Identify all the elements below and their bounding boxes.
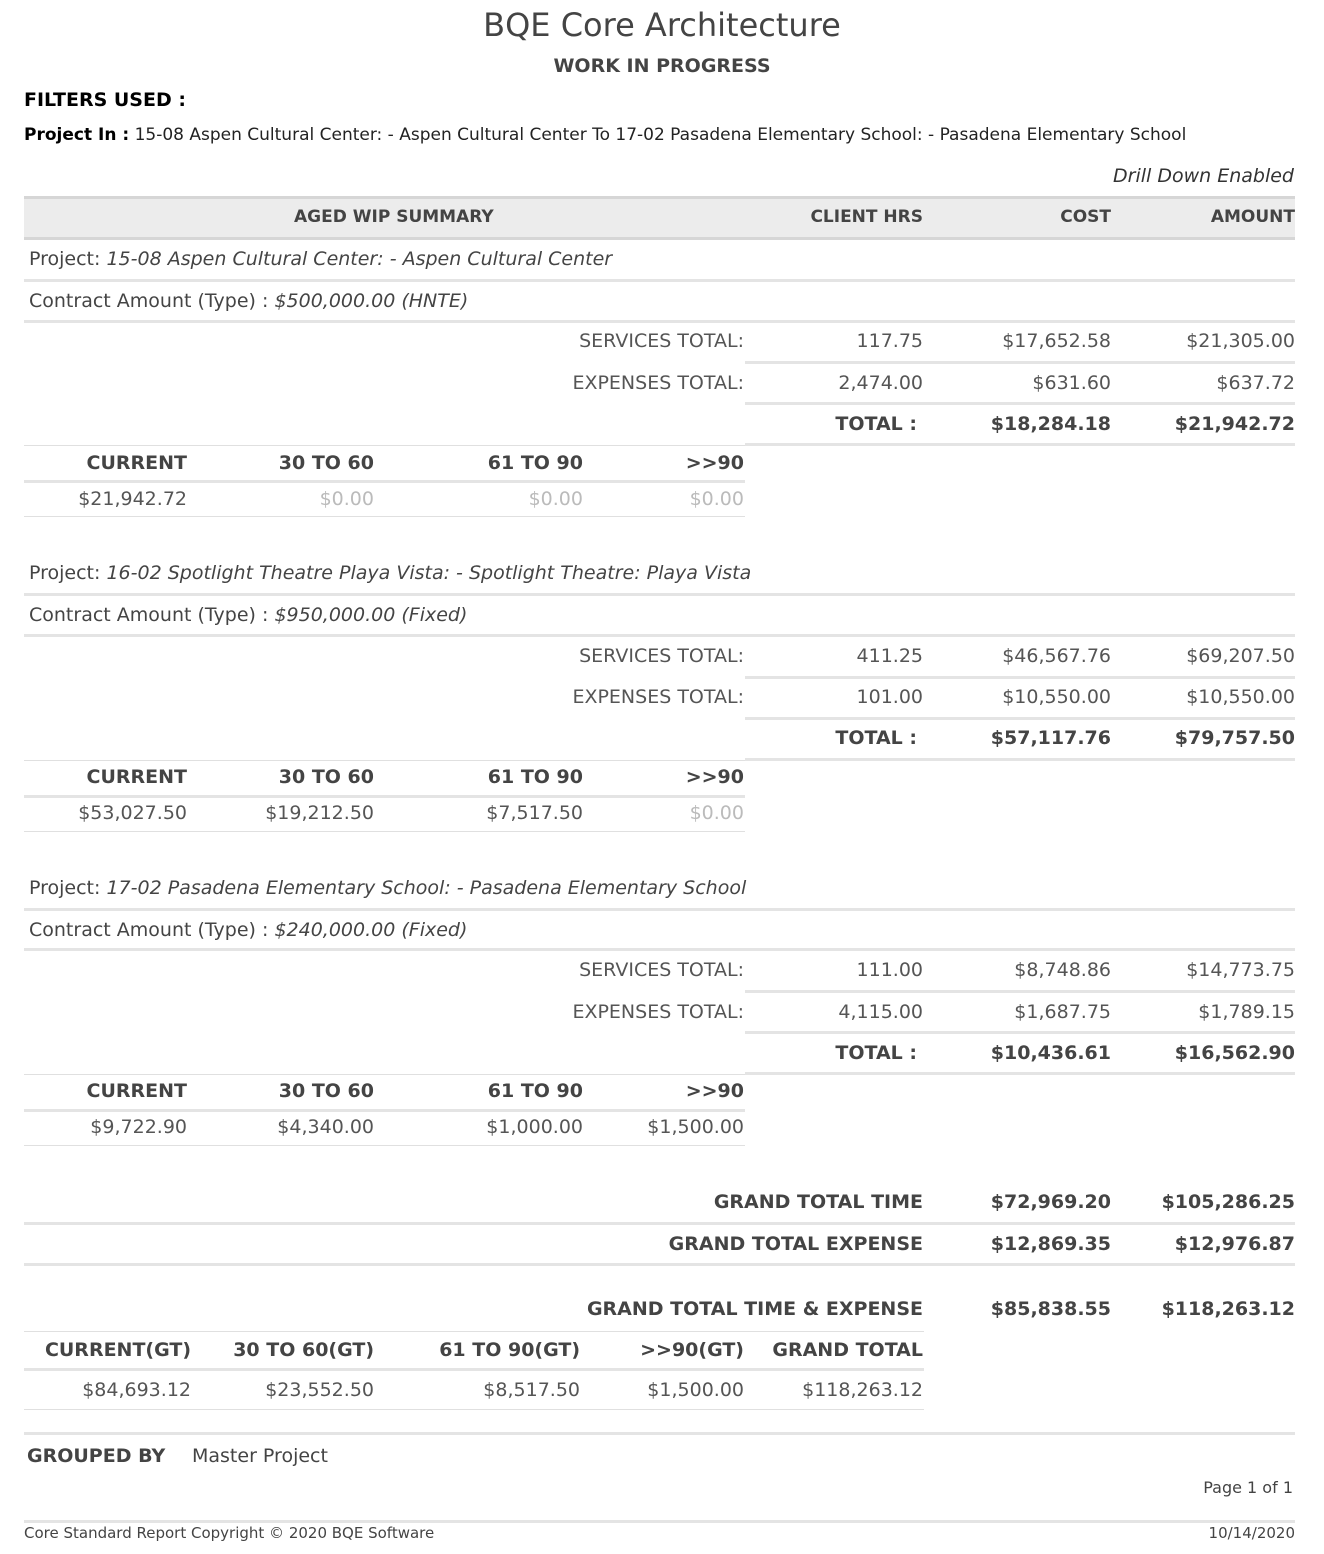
contract-value: $240,000.00 (Fixed): [274, 919, 468, 941]
services-hrs[interactable]: 411.25: [856, 645, 923, 667]
aging-over-90[interactable]: $1,500.00: [647, 1116, 744, 1138]
gt-current: $84,693.12: [82, 1379, 191, 1401]
services-amount[interactable]: $21,305.00: [1186, 330, 1295, 352]
gt-over-90: $1,500.00: [647, 1379, 744, 1401]
header-client-hrs: CLIENT HRS: [810, 207, 923, 227]
project-label: Project:: [29, 562, 101, 584]
aging-header-current: CURRENT: [86, 766, 187, 788]
gt-header-30-60: 30 TO 60(GT): [233, 1339, 374, 1361]
project-name: 16-02 Spotlight Theatre Playa Vista: - Spotlight Theatre: Playa Vista: [106, 562, 752, 584]
aging-header-61-90: 61 TO 90: [487, 1080, 583, 1102]
expenses-total-label: EXPENSES TOTAL:: [572, 686, 744, 708]
total-label: TOTAL :: [835, 1042, 917, 1064]
divider: [24, 760, 745, 761]
aging-header-current: CURRENT: [86, 452, 187, 474]
total-cost: $18,284.18: [990, 413, 1111, 435]
aging-61-90: $0.00: [528, 488, 583, 510]
divider: [745, 402, 1295, 405]
total-cost: $57,117.76: [990, 727, 1111, 749]
grand-total-te-amount: $118,263.12: [1161, 1298, 1295, 1320]
company-name: BQE Core Architecture: [483, 6, 841, 44]
divider: [24, 593, 1295, 596]
divider: [745, 758, 1295, 761]
filters-label: FILTERS USED :: [24, 89, 186, 111]
filter-line: [24, 125, 1186, 145]
services-total-label: SERVICES TOTAL:: [579, 959, 744, 981]
divider: [745, 990, 1295, 993]
aging-over-90: $0.00: [689, 802, 744, 824]
expenses-amount[interactable]: $637.72: [1216, 372, 1295, 394]
services-total-label: SERVICES TOTAL:: [579, 645, 744, 667]
expenses-cost[interactable]: $1,687.75: [1014, 1001, 1111, 1023]
total-label: TOTAL :: [835, 727, 917, 749]
divider: [24, 1263, 1295, 1266]
aging-current[interactable]: $21,942.72: [78, 488, 187, 510]
divider: [24, 480, 745, 483]
divider: [24, 1145, 745, 1146]
divider: [24, 948, 1295, 951]
project-row[interactable]: [29, 562, 751, 584]
aging-header-over-90: >>90: [685, 766, 744, 788]
divider: [24, 908, 1295, 911]
expenses-total-label: EXPENSES TOTAL:: [572, 372, 744, 394]
project-row[interactable]: [29, 248, 612, 270]
aging-current[interactable]: $9,722.90: [90, 1116, 187, 1138]
contract-value: $500,000.00 (HNTE): [274, 290, 469, 312]
expenses-hrs[interactable]: 2,474.00: [838, 372, 923, 394]
contract-label: Contract Amount (Type) :: [29, 604, 269, 626]
aging-header-over-90: >>90: [685, 452, 744, 474]
contract-row: [29, 604, 467, 626]
divider: [745, 361, 1295, 364]
contract-value: $950,000.00 (Fixed): [274, 604, 468, 626]
divider: [24, 831, 745, 832]
filter-value: 15-08 Aspen Cultural Center: - Aspen Cultural Center To 17-02 Pasadena Elementary School: - Pasadena Elementary School: [134, 125, 1187, 145]
grand-total-expense-amount: $12,976.87: [1174, 1233, 1295, 1255]
divider: [24, 634, 1295, 637]
services-cost[interactable]: $17,652.58: [1002, 330, 1111, 352]
total-amount: $16,562.90: [1174, 1042, 1295, 1064]
grouped-by-value: Master Project: [192, 1445, 328, 1467]
divider: [24, 1368, 924, 1371]
services-cost[interactable]: $46,567.76: [1002, 645, 1111, 667]
filter-key: Project In :: [24, 125, 130, 145]
contract-label: Contract Amount (Type) :: [29, 290, 269, 312]
divider: [24, 445, 745, 446]
divider: [745, 717, 1295, 720]
divider: [24, 1432, 1295, 1435]
divider: [24, 279, 1295, 282]
contract-label: Contract Amount (Type) :: [29, 919, 269, 941]
services-total-label: SERVICES TOTAL:: [579, 330, 744, 352]
aging-header-61-90: 61 TO 90: [487, 766, 583, 788]
project-name: 15-08 Aspen Cultural Center: - Aspen Cultural Center: [106, 248, 613, 270]
grand-total-time-cost: $72,969.20: [990, 1191, 1111, 1213]
expenses-hrs[interactable]: 101.00: [856, 686, 923, 708]
grand-total-te-label: GRAND TOTAL TIME & EXPENSE: [586, 1298, 923, 1320]
aging-61-90[interactable]: $7,517.50: [486, 802, 583, 824]
total-amount: $79,757.50: [1174, 727, 1295, 749]
gt-header-current: CURRENT(GT): [44, 1339, 191, 1361]
expenses-cost[interactable]: $10,550.00: [1002, 686, 1111, 708]
total-label: TOTAL :: [835, 413, 917, 435]
divider: [24, 795, 745, 798]
gt-header-over-90: >>90(GT): [640, 1339, 744, 1361]
aging-over-90: $0.00: [689, 488, 744, 510]
grand-total-time-label: GRAND TOTAL TIME: [713, 1191, 923, 1213]
total-amount: $21,942.72: [1174, 413, 1295, 435]
copyright: Core Standard Report Copyright © 2020 BQE Software: [24, 1524, 435, 1542]
contract-row: [29, 290, 468, 312]
page-number: Page 1 of 1: [1203, 1478, 1293, 1497]
aging-header-current: CURRENT: [86, 1080, 187, 1102]
aging-current[interactable]: $53,027.50: [78, 802, 187, 824]
services-cost[interactable]: $8,748.86: [1014, 959, 1111, 981]
aging-header-61-90: 61 TO 90: [487, 452, 583, 474]
divider: [24, 1520, 1295, 1523]
expenses-amount[interactable]: $10,550.00: [1186, 686, 1295, 708]
grand-total-te-cost: $85,838.55: [990, 1298, 1111, 1320]
aging-header-over-90: >>90: [685, 1080, 744, 1102]
grouped-by-label: GROUPED BY: [27, 1445, 166, 1467]
divider: [24, 1331, 924, 1332]
grand-total-expense-label: GRAND TOTAL EXPENSE: [668, 1233, 923, 1255]
divider: [24, 320, 1295, 323]
divider: [24, 516, 745, 517]
aging-30-60: $0.00: [319, 488, 374, 510]
gt-grand-total: $118,263.12: [802, 1379, 923, 1401]
report-date: 10/14/2020: [1208, 1524, 1295, 1542]
services-amount[interactable]: $14,773.75: [1186, 959, 1295, 981]
aging-30-60[interactable]: $4,340.00: [277, 1116, 374, 1138]
grand-total-expense-cost: $12,869.35: [990, 1233, 1111, 1255]
project-row[interactable]: [29, 877, 746, 899]
aging-header-30-60: 30 TO 60: [278, 1080, 374, 1102]
divider: [24, 1109, 745, 1112]
services-hrs[interactable]: 117.75: [856, 330, 923, 352]
expenses-total-label: EXPENSES TOTAL:: [572, 1001, 744, 1023]
project-label: Project:: [29, 877, 101, 899]
divider: [745, 1031, 1295, 1034]
grand-total-time-amount: $105,286.25: [1161, 1191, 1295, 1213]
contract-row: [29, 919, 467, 941]
services-amount[interactable]: $69,207.50: [1186, 645, 1295, 667]
expenses-amount[interactable]: $1,789.15: [1198, 1001, 1295, 1023]
divider: [745, 1072, 1295, 1075]
divider: [24, 1222, 1295, 1225]
divider: [24, 1409, 924, 1410]
drill-down-indicator: Drill Down Enabled: [1113, 165, 1294, 187]
divider: [745, 443, 1295, 446]
gt-header-61-90: 61 TO 90(GT): [439, 1339, 580, 1361]
project-name: 17-02 Pasadena Elementary School: - Pasadena Elementary School: [106, 877, 747, 899]
aging-header-30-60: 30 TO 60: [278, 452, 374, 474]
gt-61-90: $8,517.50: [483, 1379, 580, 1401]
expenses-cost[interactable]: $631.60: [1032, 372, 1111, 394]
services-hrs[interactable]: 111.00: [856, 959, 923, 981]
divider: [745, 676, 1295, 679]
divider: [24, 1074, 745, 1075]
aging-header-30-60: 30 TO 60: [278, 766, 374, 788]
header-cost: COST: [1060, 207, 1111, 227]
aging-30-60[interactable]: $19,212.50: [265, 802, 374, 824]
aging-61-90[interactable]: $1,000.00: [486, 1116, 583, 1138]
total-cost: $10,436.61: [990, 1042, 1111, 1064]
expenses-hrs[interactable]: 4,115.00: [838, 1001, 923, 1023]
project-label: Project:: [29, 248, 101, 270]
gt-30-60: $23,552.50: [265, 1379, 374, 1401]
header-aged-wip-summary: AGED WIP SUMMARY: [294, 207, 494, 227]
header-amount: AMOUNT: [1210, 207, 1295, 227]
report-title: WORK IN PROGRESS: [553, 55, 771, 77]
gt-header-grand-total: GRAND TOTAL: [772, 1339, 923, 1361]
